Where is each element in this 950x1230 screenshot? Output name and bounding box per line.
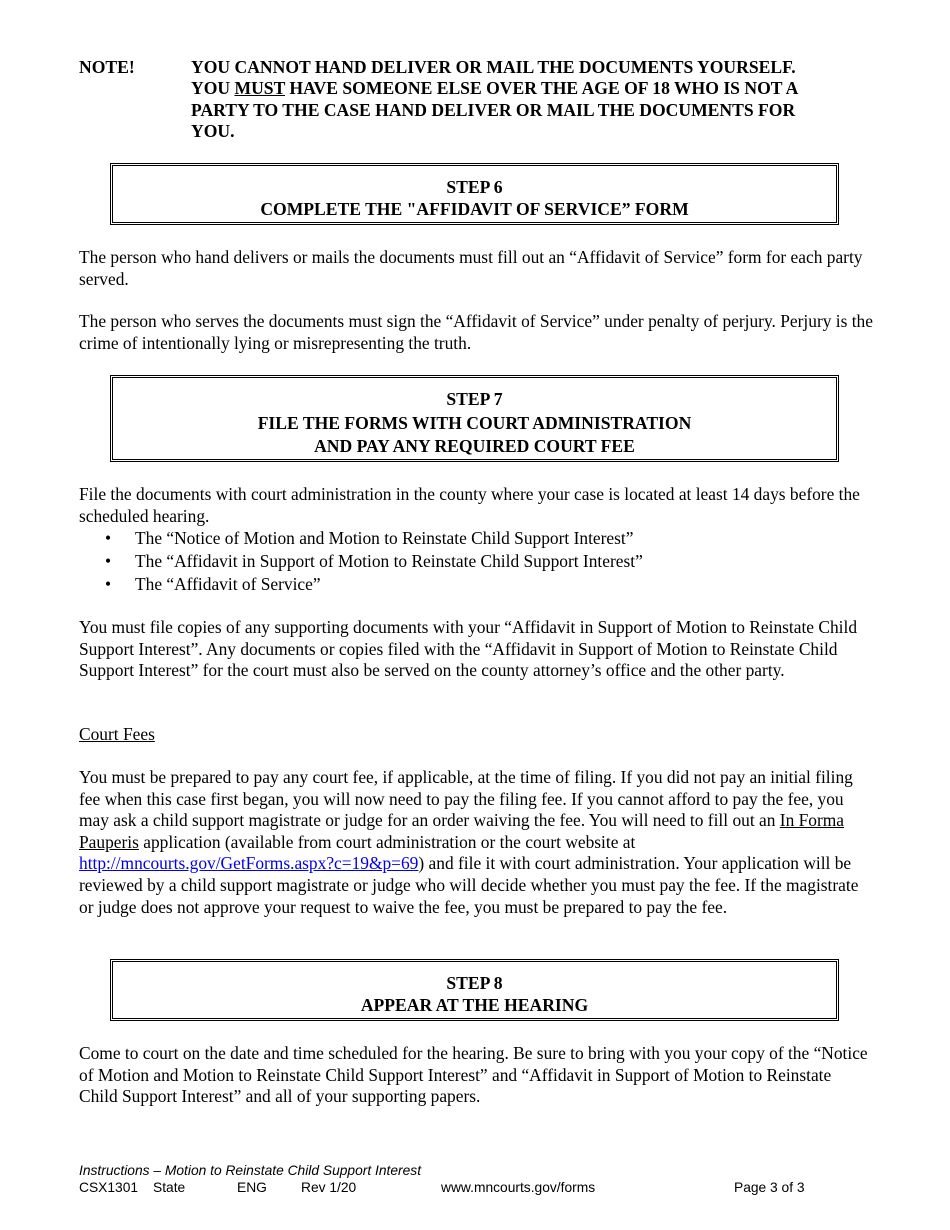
step-7-title-line-2: AND PAY ANY REQUIRED COURT FEE <box>314 436 635 456</box>
note-line-2: YOU MUST HAVE SOMEONE ELSE OVER THE AGE OF 18 WHO IS NOT A <box>191 78 799 99</box>
bullet-icon: • <box>105 551 112 571</box>
note-line-1: YOU CANNOT HAND DELIVER OR MAIL THE DOCUMENTS YOURSELF. <box>191 57 796 77</box>
list-item: • The “Affidavit in Support of Motion to Reinstate Child Support Interest” <box>105 551 643 571</box>
footer-meta-row <box>79 1179 879 1196</box>
step-7-title-line-1: FILE THE FORMS WITH COURT ADMINISTRATION <box>257 412 692 433</box>
page-footer <box>79 1162 879 1196</box>
step-8-box <box>110 959 839 1021</box>
footer-court: State <box>153 1180 186 1195</box>
forms-website-link[interactable]: http://mncourts.gov/GetForms.aspx?c=19&p=69 <box>79 853 419 874</box>
step-8-number: STEP 8 <box>446 973 503 993</box>
step-7-number: STEP 7 <box>446 389 503 409</box>
footer-form-code: CSX1301 <box>79 1180 139 1195</box>
footer-title: Instructions – Motion to Reinstate Child Support Interest <box>79 1163 422 1178</box>
footer-language: ENG <box>237 1180 267 1195</box>
step-6-number: STEP 6 <box>446 177 503 197</box>
court-fees-heading: Court Fees <box>79 724 155 744</box>
step-6-paragraph-1: The person who hand delivers or mails the documents must fill out an “Affidavit of Service” form for each party served. <box>79 247 863 289</box>
court-fees-paragraph: You must be prepared to pay any court fee, if applicable, at the time of filing. If you did not pay an initial filing fee when this case first began, you will now need to pay the filing fee. If you cannot afford to pay the fee, you may ask a child support magistrate or judge for an order waiving the fee. You will need to fill out an In Forma Pauperis application (available from court administration or the court website at http://mncourts.gov/GetForms.aspx?c=19&p=69) and file it with court administration. Your application will be reviewed by a child support magistrate or judge who will decide whether you must pay the fee. If the magistrate or judge does not approve your request to waive the fee, you must be prepared to pay the fee. <box>79 767 859 917</box>
step-6-title: COMPLETE THE "AFFIDAVIT OF SERVICE” FORM <box>260 199 689 219</box>
step-8-title: APPEAR AT THE HEARING <box>360 995 589 1015</box>
note-label: NOTE! <box>79 57 135 77</box>
in-forma-pauperis-term: In Forma Pauperis <box>79 810 845 852</box>
step-7-paragraph-2: You must file copies of any supporting documents with your “Affidavit in Support of Motion to Reinstate Child Support Interest”. Any documents or copies filed with the “Affidavit in Support of Motion to Reinstate Child Support Interest” for the court must also be served on the county attorney’s office and the other party. <box>79 617 858 681</box>
note-line-4: YOU. <box>191 121 235 142</box>
step-7-paragraph-1: File the documents with court administration in the county where your case is located at least 14 days before the scheduled hearing. <box>79 484 860 526</box>
note-line-3: PARTY TO THE CASE HAND DELIVER OR MAIL THE DOCUMENTS FOR <box>191 99 796 120</box>
documents-list <box>79 527 643 596</box>
footer-website: www.mncourts.gov/forms <box>441 1180 596 1195</box>
list-item: • The “Notice of Motion and Motion to Reinstate Child Support Interest” <box>105 528 634 548</box>
step-6-paragraph-2: The person who serves the documents must sign the “Affidavit of Service” under penalty of perjury. Perjury is the crime of intentionally lying or misrepresenting the truth. <box>79 311 873 353</box>
list-item: • The “Affidavit of Service” <box>105 574 321 594</box>
note-text <box>191 57 871 143</box>
must-emphasis: MUST <box>234 78 286 99</box>
footer-page-number: Page 3 of 3 <box>734 1180 805 1195</box>
step-8-paragraph-1: Come to court on the date and time scheduled for the hearing. Be sure to bring with you your copy of the “Notice of Motion and Motion to Reinstate Child Support Interest” and “Affidavit in Support of Motion to Reinstate Child Support Interest” and all of your supporting papers. <box>79 1043 868 1107</box>
step-6-box <box>110 163 839 225</box>
bullet-icon: • <box>105 574 112 594</box>
bullet-icon: • <box>105 528 112 548</box>
step-7-box <box>110 375 839 462</box>
footer-revision: Rev 1/20 <box>301 1180 357 1195</box>
